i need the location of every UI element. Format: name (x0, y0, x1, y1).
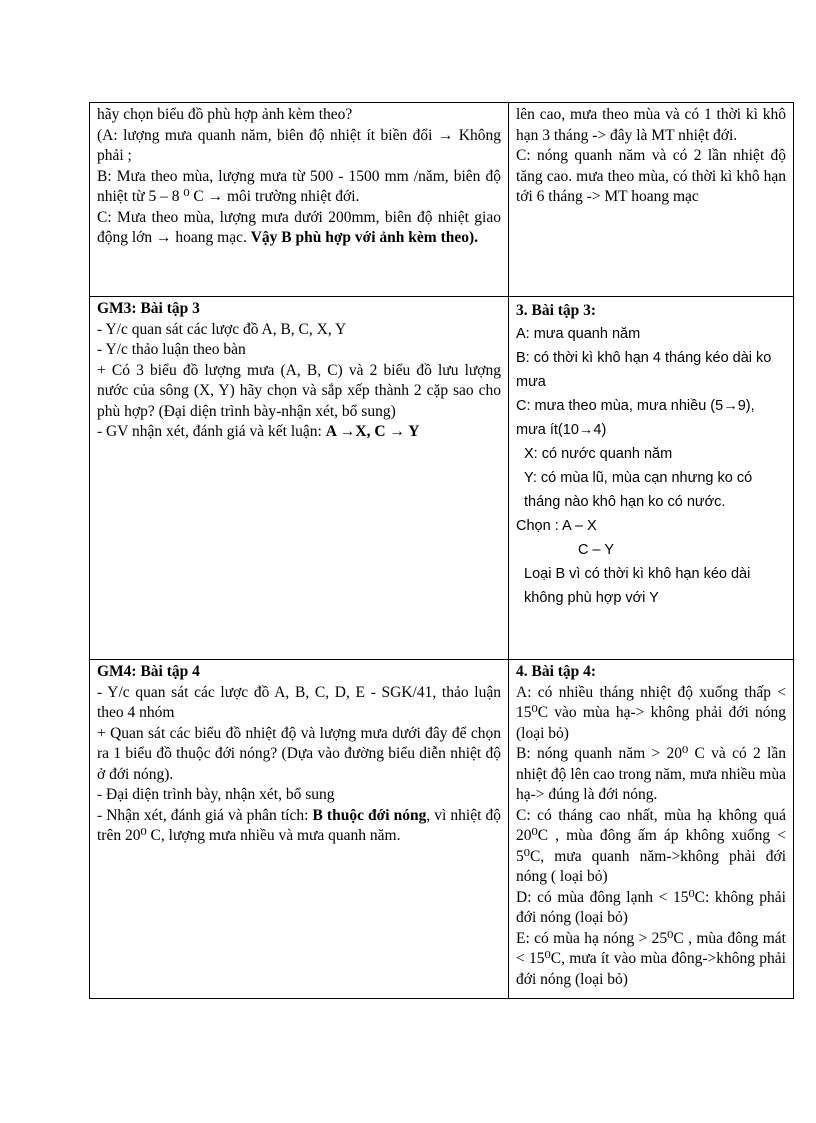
conclusion-text: A →X, C → Y (325, 423, 420, 440)
content-cell (509, 103, 794, 297)
answer-line: Loại B vì có thời kì khô hạn kéo dài không phù hợp với Y (524, 565, 751, 606)
conclusion-text: Vậy B phù hợp với ảnh kèm theo). (250, 229, 479, 246)
paragraph-text: C: Mưa theo mùa, lượng mưa dưới 200mm, biên độ nhiệt giao động lớn → hoang mạc. (97, 208, 501, 246)
answer-line: Y: có mùa lũ, mùa cạn nhưng ko có tháng nào khô hạn ko có nước. (524, 469, 753, 510)
answer-line: X: có nước quanh năm (524, 445, 673, 462)
heading-text: 4. Bài tập 4: (516, 663, 597, 680)
activity-cell (90, 660, 509, 999)
paragraph: A: có nhiều tháng nhiệt độ xuống thấp < 15⁰C vào mùa hạ-> không phải đới nóng (loại bỏ) (516, 683, 786, 742)
heading-text: GM4: Bài tập 4 (97, 663, 200, 680)
answer-line: A: mưa quanh năm (516, 325, 641, 342)
content-cell (509, 297, 794, 660)
answer-line: C: mưa theo mùa, mưa nhiều (5→9), mưa ít(10→4) (516, 397, 755, 438)
answer-line: C – Y (578, 541, 615, 558)
paragraph-text: - GV nhận xét, đánh giá và kết luận: (97, 423, 326, 440)
activity-cell (90, 297, 509, 660)
paragraph (97, 208, 501, 249)
paragraph (97, 806, 501, 847)
paragraph: + Quan sát các biểu đồ nhiệt độ và lượng mưa dưới đây để chọn ra 1 biểu đồ thuộc đới nóng? (Dựa vào đường biểu diễn nhiệt độ ở đới nóng). (97, 724, 501, 783)
paragraph: C: nóng quanh năm và có 2 lần nhiệt độ tăng cao. mưa theo mùa, có thời kì khô hạn tới 6 tháng -> MT hoang mạc (516, 147, 786, 205)
answer-line: Chọn : A – X (516, 517, 597, 534)
paragraph: B: nóng quanh năm > 20⁰ C và có 2 lần nhiệt độ lên cao trong năm, mưa nhiều mùa hạ-> đúng là đới nóng. (516, 745, 786, 803)
paragraph: - Y/c quan sát các lược đồ A, B, C, D, E - SGK/41, thảo luận theo 4 nhóm (97, 683, 501, 721)
heading-text: 3. Bài tập 3: (516, 302, 597, 319)
section-heading (516, 662, 786, 683)
section-heading (97, 662, 501, 683)
paragraph: - Y/c thảo luận theo bàn (97, 341, 246, 358)
paragraph: B: Mưa theo mùa, lượng mưa từ 500 - 1500 mm /năm, biên độ nhiệt từ 5 – 8 ⁰ C → môi trường nhiệt đới. (97, 167, 501, 205)
activity-cell (90, 103, 509, 297)
paragraph: hãy chọn biểu đồ phù hợp ảnh kèm theo? (97, 106, 353, 123)
section-heading (97, 299, 501, 320)
answer-block (516, 322, 786, 610)
paragraph: (A: lượng mưa quanh năm, biên độ nhiệt ít biền đổi → Không phải ; (97, 126, 501, 164)
table-row (90, 660, 794, 999)
paragraph (97, 422, 501, 443)
conclusion-text: B thuộc đới nóng (312, 806, 427, 824)
table-row (90, 297, 794, 660)
paragraph-text: - Nhận xét, đánh giá và phân tích: (97, 806, 313, 824)
paragraph: C: có tháng cao nhất, mùa hạ không quá 20⁰C , mùa đông ấm áp không xuống < 5⁰C, mưa quanh năm->không phải đới nóng ( loại bỏ) (516, 806, 786, 885)
heading-text: GM3: Bài tập 3 (97, 300, 200, 317)
paragraph: E: có mùa hạ nóng > 25⁰C , mùa đông mát < 15⁰C, mưa ít vào mùa đông->không phải đới nóng (loại bỏ) (516, 929, 786, 988)
paragraph: - Đại diện trình bày, nhận xét, bổ sung (97, 786, 335, 803)
section-heading (516, 301, 786, 322)
paragraph: - Y/c quan sát các lược đồ A, B, C, X, Y (97, 320, 347, 338)
table-row (90, 103, 794, 297)
content-cell (509, 660, 794, 999)
paragraph: D: có mùa đông lạnh < 15⁰C: không phải đới nóng (loại bỏ) (516, 888, 786, 926)
lesson-table (89, 102, 794, 999)
paragraph: lên cao, mưa theo mùa và có 1 thời kì khô hạn 3 tháng -> đây là MT nhiệt đới. (516, 106, 786, 144)
paragraph: + Có 3 biểu đồ lượng mưa (A, B, C) và 2 biểu đồ lưu lượng nước của sông (X, Y) hãy chọn và sắp xếp thành 2 cặp sao cho phù hợp? (Đại diện trình bày-nhận xét, bổ sung) (97, 361, 501, 420)
paragraph-text: , vì nhiệt độ trên 20⁰ C, lượng mưa nhiều và mưa quanh năm. (97, 806, 501, 844)
answer-line: B: có thời kì khô hạn 4 tháng kéo dài ko mưa (516, 349, 772, 390)
